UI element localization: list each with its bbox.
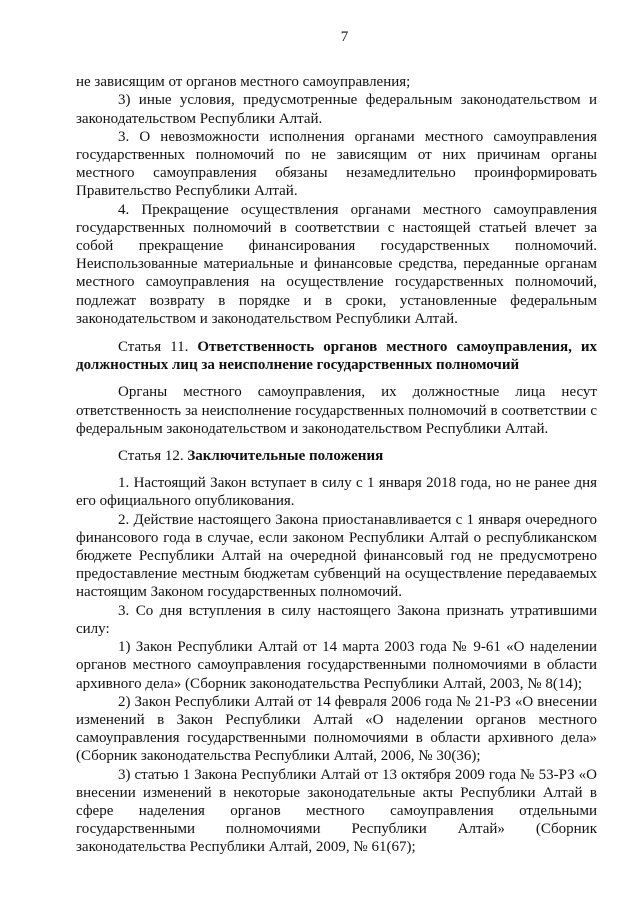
paragraph-item-3: 3) иные условия, предусмотренные федеральным законодательством и законодательством Республики Алтай.	[76, 92, 597, 127]
article-12-repeal-2: 2) Закон Республики Алтай от 14 февраля 2006 года № 21-РЗ «О внесении изменений в Закон Республики Алтай «О наделении органов местного самоуправления государственными полномочиями в области архивного дела» (Сборник законодательства Республики Алтай, 2006, № 30(36);	[76, 693, 597, 765]
document-page	[76, 28, 597, 857]
article-12-heading	[76, 447, 597, 465]
article-11-heading	[76, 338, 597, 374]
article-11-body: Органы местного самоуправления, их должностные лица несут ответственность за неисполнение государственных полномочий в соответствии с федеральным законодательством и законодательством Республики Алтай.	[76, 384, 597, 437]
article-12-point-2: 2. Действие настоящего Закона приостанавливается с 1 января очередного финансового года в случае, если законом Республики Алтай о республиканском бюджете Республики Алтай на очередной финансовый год не предусмотрено предоставление местным бюджетам субвенций на осуществление передаваемых настоящим Законом государственных полномочий.	[76, 511, 597, 601]
article-12-point-1: 1. Настоящий Закон вступает в силу с 1 января 2018 года, но не ранее дня его официального опубликования.	[76, 475, 597, 510]
article-11-label: Статья 11.	[118, 339, 189, 356]
page-number: 7	[340, 29, 349, 45]
paragraph-point-4: 4. Прекращение осуществления органами местного самоуправления государственных полномочий в соответствии с настоящей статьей влечет за собой прекращение финансирования государственных полномочий. Неиспользованные материальные и финансовые средства, переданные органам местного самоуправления на осуществление государственных полномочий, подлежат возврату в порядке и в сроки, установленные федеральным законодательством и законодательством Республики Алтай.	[76, 201, 597, 327]
paragraph-point-3: 3. О невозможности исполнения органами местного самоуправления государственных полномочий по не зависящим от них причинам органы местного самоуправления обязаны незамедлительно проинформировать Правительство Республики Алтай.	[76, 128, 597, 200]
article-11-title: Ответственность органов местного самоуправления, их должностных лиц за неисполнение государственных полномочий	[76, 339, 597, 374]
paragraph-continuation: не зависящим от органов местного самоуправления;	[76, 74, 411, 91]
article-12-repeal-3: 3) статью 1 Закона Республики Алтай от 13 октября 2009 года № 53-РЗ «О внесении изменений в некоторые законодательные акты Республики Алтай в сфере наделения органов местного самоуправления отдельными государственными полномочиями Республики Алтай» (Сборник законодательства Республики Алтай, 2009, № 61(67);	[76, 766, 597, 856]
article-12-label: Статья 12.	[118, 448, 184, 465]
article-12-repeal-1: 1) Закон Республики Алтай от 14 марта 2003 года № 9-61 «О наделении органов местного самоуправления государственными полномочиями в области архивного дела» (Сборник законодательства Республики Алтай, 2003, № 8(14);	[76, 639, 597, 692]
article-12-title: Заключительные положения	[187, 448, 384, 465]
article-12-point-3: 3. Со дня вступления в силу настоящего Закона признать утратившими силу:	[76, 602, 597, 637]
